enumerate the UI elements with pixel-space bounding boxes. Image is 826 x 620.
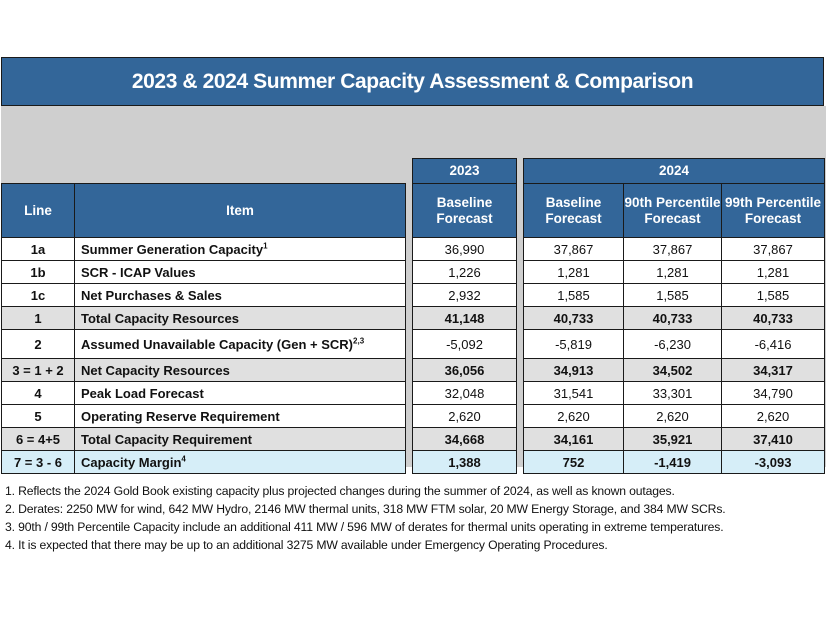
table-row bbox=[2, 261, 406, 284]
table-row bbox=[413, 359, 517, 382]
table-row bbox=[524, 451, 825, 474]
value-2023-baseline: 2,932 bbox=[413, 284, 517, 307]
column-header-2024-p90: 90th Percentile Forecast bbox=[624, 184, 722, 238]
value-2023-baseline: -5,092 bbox=[413, 330, 517, 359]
value-2024-p90: 33,301 bbox=[624, 382, 722, 405]
table-row bbox=[2, 284, 406, 307]
table-row bbox=[524, 238, 825, 261]
item-text: Net Capacity Resources bbox=[81, 362, 230, 378]
value-2024-p90: 35,921 bbox=[624, 428, 722, 451]
value-2024-p90: 40,733 bbox=[624, 307, 722, 330]
value-2024-baseline: -5,819 bbox=[524, 330, 624, 359]
value-2024-p90: 1,585 bbox=[624, 284, 722, 307]
value-2024-p99: 2,620 bbox=[722, 405, 825, 428]
table-row bbox=[524, 330, 825, 359]
year-header-2024: 2024 bbox=[524, 159, 825, 184]
year-header-2023: 2023 bbox=[413, 159, 517, 184]
value-2023-baseline: 32,048 bbox=[413, 382, 517, 405]
table-row bbox=[2, 428, 406, 451]
footnote-4: 4. It is expected that there may be up to an additional 3275 MW available under Emergency Operating Procedures. bbox=[5, 538, 608, 552]
table-row bbox=[524, 405, 825, 428]
line-number: 5 bbox=[2, 405, 75, 428]
table-row bbox=[2, 382, 406, 405]
item-label bbox=[75, 307, 406, 330]
value-2023-baseline: 2,620 bbox=[413, 405, 517, 428]
footnote-ref: 4 bbox=[181, 454, 186, 464]
table-row bbox=[524, 307, 825, 330]
value-2024-p99: 1,281 bbox=[722, 261, 825, 284]
value-2024-baseline: 1,585 bbox=[524, 284, 624, 307]
value-2024-baseline: 40,733 bbox=[524, 307, 624, 330]
value-2024-p90: 1,281 bbox=[624, 261, 722, 284]
footnote-2: 2. Derates: 2250 MW for wind, 642 MW Hydro, 2146 MW thermal units, 318 MW FTM solar, 20 MW Energy Storage, and 384 MW SCRs. bbox=[5, 502, 726, 516]
table-row bbox=[2, 238, 406, 261]
item-text: SCR - ICAP Values bbox=[81, 264, 196, 280]
footnotes bbox=[5, 482, 825, 554]
item-label bbox=[75, 330, 406, 359]
table-row bbox=[413, 284, 517, 307]
table-row bbox=[413, 451, 517, 474]
item-text: Operating Reserve Requirement bbox=[81, 408, 280, 424]
value-2024-baseline: 752 bbox=[524, 451, 624, 474]
value-2024-p99: 1,585 bbox=[722, 284, 825, 307]
line-number: 7 = 3 - 6 bbox=[2, 451, 75, 474]
line-number: 4 bbox=[2, 382, 75, 405]
table-row bbox=[524, 428, 825, 451]
line-number: 1 bbox=[2, 307, 75, 330]
page-title: 2023 & 2024 Summer Capacity Assessment & Comparison bbox=[1, 57, 824, 106]
value-2024-baseline: 37,867 bbox=[524, 238, 624, 261]
value-2024-p99: 37,410 bbox=[722, 428, 825, 451]
item-label bbox=[75, 451, 406, 474]
item-label bbox=[75, 382, 406, 405]
item-text: Net Purchases & Sales bbox=[81, 287, 222, 303]
value-2024-baseline: 1,281 bbox=[524, 261, 624, 284]
year-2023-table bbox=[412, 158, 517, 474]
table-row bbox=[413, 330, 517, 359]
value-2024-p99: 37,867 bbox=[722, 238, 825, 261]
value-2024-baseline: 34,913 bbox=[524, 359, 624, 382]
table-row bbox=[524, 382, 825, 405]
line-number: 3 = 1 + 2 bbox=[2, 359, 75, 382]
table-row bbox=[2, 405, 406, 428]
value-2023-baseline: 36,056 bbox=[413, 359, 517, 382]
table-row bbox=[413, 428, 517, 451]
table-row bbox=[413, 261, 517, 284]
table-row bbox=[524, 359, 825, 382]
value-2024-p99: 34,317 bbox=[722, 359, 825, 382]
table-row bbox=[2, 359, 406, 382]
table-row bbox=[524, 284, 825, 307]
line-item-table bbox=[1, 183, 406, 474]
line-number: 6 = 4+5 bbox=[2, 428, 75, 451]
item-text: Assumed Unavailable Capacity (Gen + SCR) bbox=[81, 336, 354, 352]
value-2024-p99: 40,733 bbox=[722, 307, 825, 330]
value-2024-p90: 37,867 bbox=[624, 238, 722, 261]
value-2023-baseline: 41,148 bbox=[413, 307, 517, 330]
value-2024-p99: 34,790 bbox=[722, 382, 825, 405]
item-label bbox=[75, 284, 406, 307]
item-label bbox=[75, 405, 406, 428]
table-row bbox=[2, 307, 406, 330]
item-label bbox=[75, 261, 406, 284]
value-2024-baseline: 34,161 bbox=[524, 428, 624, 451]
column-header-item: Item bbox=[75, 184, 406, 238]
table-row bbox=[2, 330, 406, 359]
line-number: 1c bbox=[2, 284, 75, 307]
column-header-2024-baseline: Baseline Forecast bbox=[524, 184, 624, 238]
table-row bbox=[413, 238, 517, 261]
item-label bbox=[75, 428, 406, 451]
column-header-line: Line bbox=[2, 184, 75, 238]
value-2024-p99: -3,093 bbox=[722, 451, 825, 474]
line-number: 2 bbox=[2, 330, 75, 359]
value-2023-baseline: 1,226 bbox=[413, 261, 517, 284]
table-row bbox=[524, 261, 825, 284]
value-2024-p90: 34,502 bbox=[624, 359, 722, 382]
value-2024-p99: -6,416 bbox=[722, 330, 825, 359]
item-label bbox=[75, 238, 406, 261]
value-2024-baseline: 31,541 bbox=[524, 382, 624, 405]
item-label bbox=[75, 359, 406, 382]
column-header-2024-p99: 99th Percentile Forecast bbox=[722, 184, 825, 238]
item-text: Total Capacity Requirement bbox=[81, 431, 252, 447]
footnote-3: 3. 90th / 99th Percentile Capacity include an additional 411 MW / 596 MW of derates for thermal units operating in extreme temperatures. bbox=[5, 520, 724, 534]
line-number: 1a bbox=[2, 238, 75, 261]
value-2024-p90: -1,419 bbox=[624, 451, 722, 474]
footnote-1: 1. Reflects the 2024 Gold Book existing capacity plus projected changes during the summer of 2024, as well as known outages. bbox=[5, 484, 675, 498]
value-2024-p90: -6,230 bbox=[624, 330, 722, 359]
line-number: 1b bbox=[2, 261, 75, 284]
footnote-ref: 2,3 bbox=[353, 336, 365, 346]
year-2024-table bbox=[523, 158, 825, 474]
column-header-2023-baseline: Baseline Forecast bbox=[413, 184, 517, 238]
value-2023-baseline: 1,388 bbox=[413, 451, 517, 474]
value-2024-baseline: 2,620 bbox=[524, 405, 624, 428]
value-2024-p90: 2,620 bbox=[624, 405, 722, 428]
table-row bbox=[2, 451, 406, 474]
item-text: Capacity Margin bbox=[81, 454, 182, 470]
table-row bbox=[413, 307, 517, 330]
table-row bbox=[413, 382, 517, 405]
item-text: Summer Generation Capacity bbox=[81, 241, 264, 257]
table-row bbox=[413, 405, 517, 428]
footnote-ref: 1 bbox=[263, 241, 268, 251]
item-text: Peak Load Forecast bbox=[81, 385, 204, 401]
item-text: Total Capacity Resources bbox=[81, 310, 239, 326]
value-2023-baseline: 36,990 bbox=[413, 238, 517, 261]
value-2023-baseline: 34,668 bbox=[413, 428, 517, 451]
